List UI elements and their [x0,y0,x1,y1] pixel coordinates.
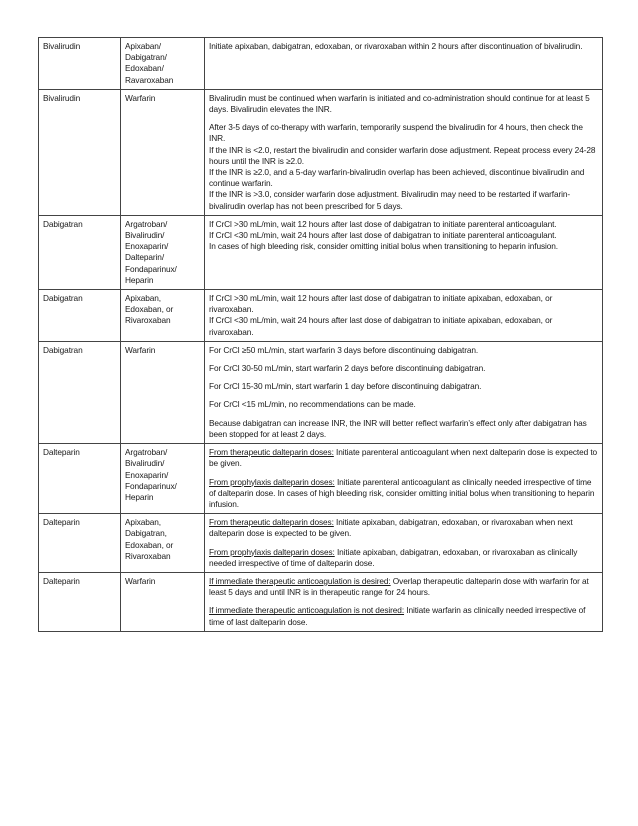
instruction-paragraph [209,381,598,392]
to-drug-cell [121,514,205,573]
instruction-line [209,145,598,167]
to-drug-name: Ravaroxaban [125,74,174,85]
instruction-text: Initiate apixaban, dabigatran, edoxaban, or rivaroxaban when next dalteparin dose is expected to be given. [209,517,573,539]
to-drug-name: Apixaban/ [125,41,162,51]
instruction-paragraph [209,576,598,598]
instruction-line [209,517,598,539]
from-drug-cell: Dabigatran [39,290,121,342]
to-drug-name: Enoxaparin/ [125,241,169,252]
from-drug-cell: Dalteparin [39,514,121,573]
to-drug-name: Dabigatran, [125,528,167,539]
instruction-paragraph [209,122,598,212]
instruction-line [209,93,598,115]
to-drug-name: Edoxaban/ [125,63,164,74]
to-drug-name: Fondaparinux/ [125,480,177,491]
to-drug-cell [121,444,205,514]
table-row [39,290,603,342]
instructions-cell [205,572,603,631]
to-drug-cell [121,341,205,443]
anticoagulant-transition-table [38,37,603,632]
instruction-text: Overlap therapeutic dalteparin dose with warfarin for at least 5 days and until INR is in therapeutic range for 24 hours. [209,575,589,598]
instruction-line [209,345,598,356]
instruction-line [209,315,598,337]
table-row [39,89,603,215]
instruction-paragraph [209,363,598,374]
to-drug-cell [121,290,205,342]
instruction-text: For CrCl ≥50 mL/min, start warfarin 3 days before discontinuing dabigatran. [209,344,479,355]
instructions-cell [205,215,603,289]
instruction-line [209,230,598,241]
instructions-cell [205,444,603,514]
instruction-line [209,547,598,569]
instruction-paragraph [209,219,598,253]
table-body [39,38,603,632]
instruction-heading: From therapeutic dalteparin doses: [209,447,334,458]
to-drug-name: Dabigatran/ [125,52,167,63]
to-drug-name: Edoxaban, or [125,539,174,550]
instruction-text: If CrCl >30 mL/min, wait 12 hours after last dose of dabigatran to initiate parenteral anticoagulant. [209,218,557,229]
to-drug-name: Warfarin [125,344,156,355]
instruction-line [209,399,598,410]
instruction-paragraph [209,517,598,539]
table-row [39,444,603,514]
to-drug-name: Apixaban, [125,517,162,528]
to-drug-name: Rivaroxaban [125,550,171,561]
instruction-text: Bivalirudin must be continued when warfarin is initiated and co-administration should continue for at least 5 days. Bivalirudin elevates the INR. [209,92,590,115]
from-drug-cell: Dalteparin [39,572,121,631]
table-row [39,38,603,90]
to-drug-cell [121,215,205,289]
instruction-line [209,122,598,144]
to-drug-name: Argatroban/ [125,218,168,229]
to-drug-cell [121,89,205,215]
instruction-line [209,418,598,440]
instruction-text: For CrCl <15 mL/min, no recommendations can be made. [209,399,416,410]
to-drug-name: Heparin [125,274,154,285]
instruction-paragraph [209,605,598,627]
from-drug-cell: Dabigatran [39,215,121,289]
instruction-line [209,41,598,52]
table-row [39,341,603,443]
instruction-line [209,189,598,211]
instruction-paragraph [209,93,598,115]
instruction-line [209,381,598,392]
instruction-text: For CrCl 30-50 mL/min, start warfarin 2 days before discontinuing dabigatran. [209,363,486,374]
instruction-paragraph [209,477,598,511]
instruction-text: If CrCl >30 mL/min, wait 12 hours after last dose of dabigatran to initiate apixaban, edoxaban, or rivaroxaban. [209,293,553,315]
instruction-line [209,219,598,230]
to-drug-name: Rivaroxaban [125,315,171,326]
instruction-line [209,605,598,627]
instructions-cell [205,290,603,342]
table-row [39,215,603,289]
from-drug-cell: Bivalirudin [39,38,121,90]
instruction-heading: From prophylaxis dalteparin doses: [209,476,335,487]
instruction-text: If the INR is >3.0, consider warfarin dose adjustment. Bivalirudin may need to be restarted if warfarin-bivalirudin overlap has not been prescribed for 5 days. [209,189,571,211]
instruction-text: Initiate apixaban, dabigatran, edoxaban, or rivaroxaban as clinically needed irrespective of time of dalteparin dose. [209,546,578,568]
instruction-paragraph [209,547,598,569]
to-drug-name: Warfarin [125,92,156,103]
instruction-paragraph [209,399,598,410]
from-drug-cell: Dalteparin [39,444,121,514]
instruction-paragraph [209,41,598,52]
table-row [39,572,603,631]
instruction-line [209,241,598,252]
to-drug-name: Argatroban/ [125,447,168,458]
to-drug-name: Bivalirudin/ [125,458,165,469]
instruction-text: In cases of high bleeding risk, consider omitting initial bolus when transitioning to heparin infusion. [209,241,558,252]
instruction-heading: If immediate therapeutic anticoagulation is not desired: [209,605,405,616]
instruction-text: After 3-5 days of co-therapy with warfarin, temporarily suspend the bivalirudin for 4 hours, then check the INR. [209,122,583,144]
instruction-paragraph [209,418,598,440]
instructions-cell [205,341,603,443]
instructions-cell [205,89,603,215]
to-drug-name: Edoxaban, or [125,304,174,315]
to-drug-name: Enoxaparin/ [125,469,169,480]
to-drug-name: Warfarin [125,575,156,586]
instruction-line [209,167,598,189]
instruction-text: Because dabigatran can increase INR, the INR will better reflect warfarin’s effect only after dabigatran has been stopped for at least 2 days. [209,417,587,439]
instruction-text: Initiate apixaban, dabigatran, edoxaban, or rivaroxaban within 2 hours after discontinuation of bivalirudin. [209,41,583,51]
instruction-heading: From prophylaxis dalteparin doses: [209,546,335,557]
from-drug-cell: Bivalirudin [39,89,121,215]
instruction-paragraph [209,293,598,338]
instruction-text: Initiate warfarin as clinically needed irrespective of time of last dalteparin dose. [209,605,586,627]
instruction-line [209,447,598,469]
to-drug-cell [121,38,205,90]
instruction-text: If CrCl <30 mL/min, wait 24 hours after last dose of dabigatran to initiate apixaban, edoxaban, or rivaroxaban. [209,315,553,337]
instruction-paragraph [209,447,598,469]
table-row [39,514,603,573]
to-drug-name: Dalteparin/ [125,252,165,263]
to-drug-name: Apixaban, [125,293,162,304]
to-drug-name: Bivalirudin/ [125,230,165,241]
instructions-cell [205,38,603,90]
instruction-text: For CrCl 15-30 mL/min, start warfarin 1 day before discontinuing dabigatran. [209,381,482,392]
to-drug-name: Fondaparinux/ [125,263,177,274]
instruction-heading: If immediate therapeutic anticoagulation is desired: [209,575,391,586]
instruction-text: If the INR is <2.0, restart the bivalirudin and consider warfarin dose adjustment. Repeat process every 24-28 hours until the INR is ≥2.0. [209,144,596,166]
instruction-line [209,293,598,315]
to-drug-name: Heparin [125,491,154,502]
instruction-text: Initiate parenteral anticoagulant when next dalteparin dose is expected to be given. [209,447,598,469]
instructions-cell [205,514,603,573]
from-drug-cell: Dabigatran [39,341,121,443]
instruction-text: Initiate parenteral anticoagulant as clinically needed irrespective of time of dalteparin dose. In cases of high bleeding risk, consider omitting initial bolus when transitioning to heparin infusion. [209,476,595,509]
instruction-line [209,363,598,374]
instruction-heading: From therapeutic dalteparin doses: [209,517,334,528]
instruction-line [209,576,598,598]
instruction-line [209,477,598,511]
instruction-text: If the INR is ≥2.0, and a 5-day warfarin-bivalirudin overlap has been achieved, discontinue bivalirudin and continue warfarin. [209,167,585,189]
instruction-text: If CrCl <30 mL/min, wait 24 hours after last dose of dabigatran to initiate parenteral anticoagulant. [209,230,557,241]
instruction-paragraph [209,345,598,356]
to-drug-cell [121,572,205,631]
